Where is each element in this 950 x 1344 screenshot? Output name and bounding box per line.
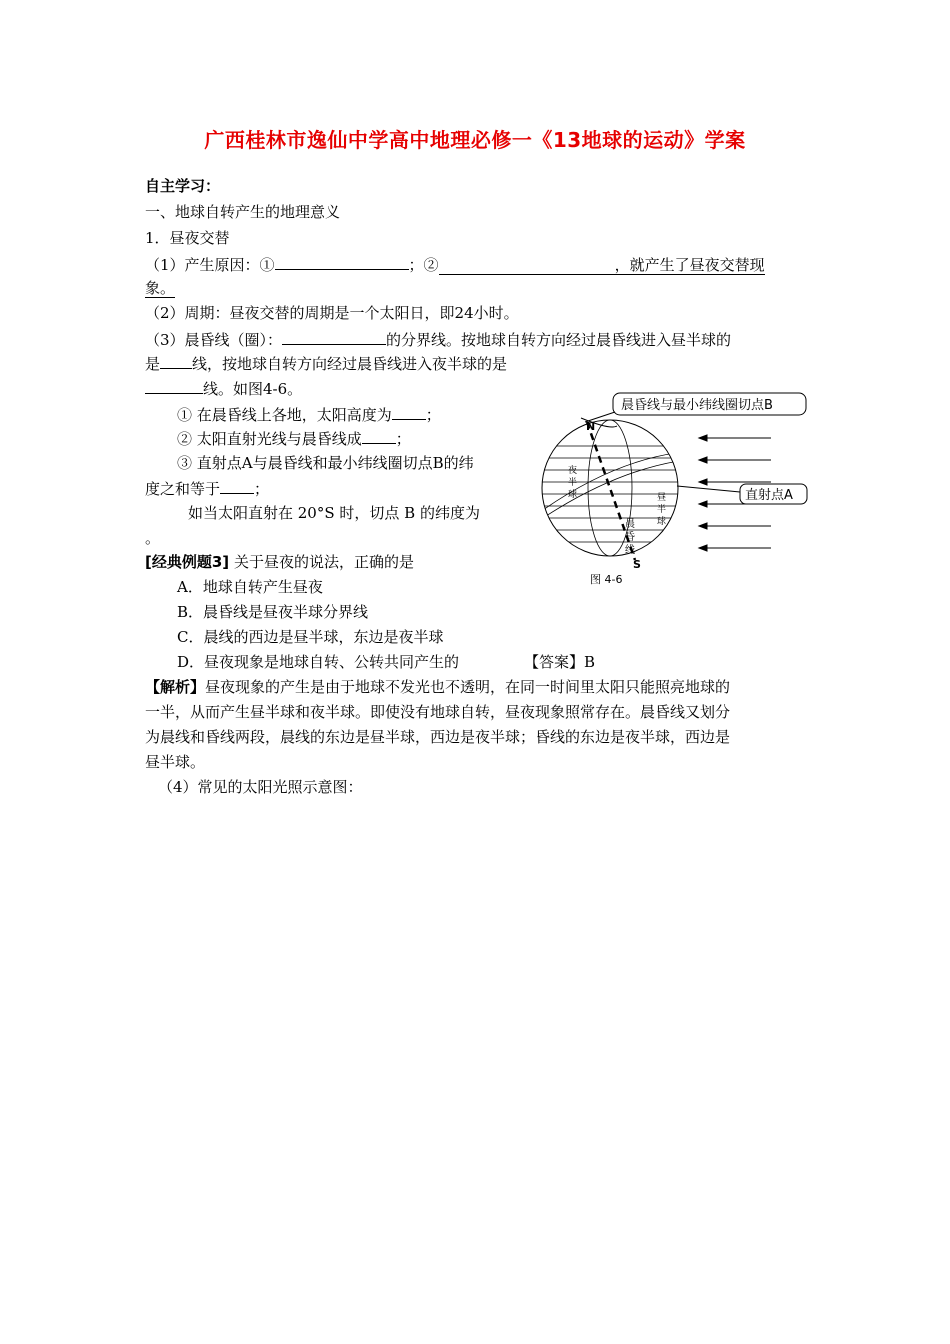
north-label: N — [586, 420, 596, 433]
terminator-prefix: （3）晨昏线（圈）： — [145, 331, 283, 349]
point-3-wrap-text: 度之和等于 — [145, 480, 221, 498]
terminator-line — [145, 329, 731, 350]
period-line: （2）周期：昼夜交替的周期是一个太阳日，即24小时。 — [145, 304, 519, 322]
common-diagram-heading: （4）常见的太阳光照示意图： — [158, 778, 363, 796]
terminator-label-2: 昏 — [625, 532, 635, 543]
option-c: C．晨线的西边是昼半球，东边是夜半球 — [177, 628, 444, 646]
option-d: D．昼夜现象是地球自转、公转共同产生的 — [177, 653, 460, 671]
example-question-text: 关于昼夜的说法，正确的是 — [233, 553, 414, 571]
cause-sep: ；② — [408, 256, 439, 274]
cause-wrap-text: 象。 — [145, 279, 176, 297]
cause-line — [145, 254, 765, 275]
analysis-label: 【解析】 — [145, 678, 206, 696]
analysis-line-1 — [145, 677, 730, 697]
point-1-end: ； — [425, 406, 441, 424]
analysis-line-2: 一半，从而产生昼半球和夜半球。即使没有地球自转，昼夜现象照常存在。晨昏线又划分 — [145, 703, 731, 721]
night-label-3: 球 — [568, 490, 578, 500]
cause-wrap — [145, 278, 175, 298]
document-title: 广西桂林市逸仙中学高中地理必修一《13地球的运动》学案 — [204, 128, 746, 152]
part-heading: 一、地球自转产生的地理意义 — [145, 203, 341, 221]
point-1-text: ① 在晨昏线上各地，太阳高度为 — [177, 406, 392, 424]
terminator-label-3: 线 — [625, 545, 635, 556]
day-label-3: 球 — [657, 517, 667, 527]
night-label-2: 半 — [568, 478, 578, 488]
analysis-text-1: 昼夜现象的产生是由于地球不发光也不透明，在同一时间里太阳只能照亮地球的 — [205, 678, 731, 696]
terminator-line2-suffix: 线，按地球自转方向经过晨昏线进入夜半球的是 — [192, 355, 508, 373]
figure-caption: 图 4-6 — [590, 573, 623, 586]
day-label-2: 半 — [657, 505, 667, 515]
point-3-wrap — [145, 478, 269, 499]
point-2-text: ② 太阳直射光线与晨昏线成 — [177, 430, 362, 448]
night-label-1: 夜 — [568, 466, 578, 476]
south-label: S — [633, 558, 641, 571]
analysis-line-3: 为晨线和昏线两段，晨线的东边是昼半球，西边是夜半球；昏线的东边是夜半球，西边是 — [145, 728, 731, 746]
blank-5 — [145, 378, 203, 394]
blank-2 — [439, 255, 615, 270]
blank-7 — [362, 428, 396, 444]
item-heading: 1．昼夜交替 — [145, 229, 230, 247]
point-3: ③ 直射点A与晨昏线和最小纬线圈切点B的纬 — [177, 454, 474, 472]
section-heading: 自主学习： — [145, 177, 221, 195]
terminator-line3-suffix: 线。如图4-6。 — [203, 380, 303, 398]
point-1 — [177, 404, 441, 425]
terminator-line-3 — [145, 378, 302, 399]
terminator-line2-prefix: 是 — [145, 355, 161, 373]
earth-illumination-figure — [535, 390, 815, 590]
callout-right-pointer — [677, 486, 740, 492]
blank-1 — [275, 254, 409, 270]
terminator-suffix: 的分界线。按地球自转方向经过晨昏线进入昼半球的 — [386, 331, 732, 349]
example-question-stem — [145, 552, 414, 572]
point-2 — [177, 428, 411, 449]
blank-6 — [392, 404, 426, 420]
point-3-end: ； — [254, 480, 270, 498]
option-a: A．地球自转产生昼夜 — [177, 578, 323, 596]
cause-suffix: ，就产生了昼夜交替现 — [614, 256, 765, 274]
blank-4 — [160, 353, 192, 369]
cause-prefix: （1）产生原因：① — [145, 256, 275, 274]
option-b: B．晨昏线是昼夜半球分界线 — [177, 603, 369, 621]
terminator-label-1: 晨 — [625, 519, 635, 530]
example-wrap: 。 — [145, 529, 161, 547]
blank-3 — [282, 329, 386, 345]
callout-right-text: 直射点A — [745, 488, 793, 503]
example-question-label: [经典例题3] — [145, 553, 230, 571]
answer: 【答案】B — [524, 653, 596, 671]
analysis-line-4: 昼半球。 — [145, 753, 206, 771]
globe-outline — [542, 420, 678, 556]
blank-8 — [220, 478, 254, 494]
point-2-end: ； — [395, 430, 411, 448]
terminator-line-2 — [145, 353, 507, 374]
callout-top-text: 晨昏线与最小纬线圈切点B — [621, 398, 773, 413]
example-line: 如当太阳直射在 20°S 时，切点 B 的纬度为 — [188, 504, 480, 522]
day-label-1: 昼 — [657, 493, 667, 503]
